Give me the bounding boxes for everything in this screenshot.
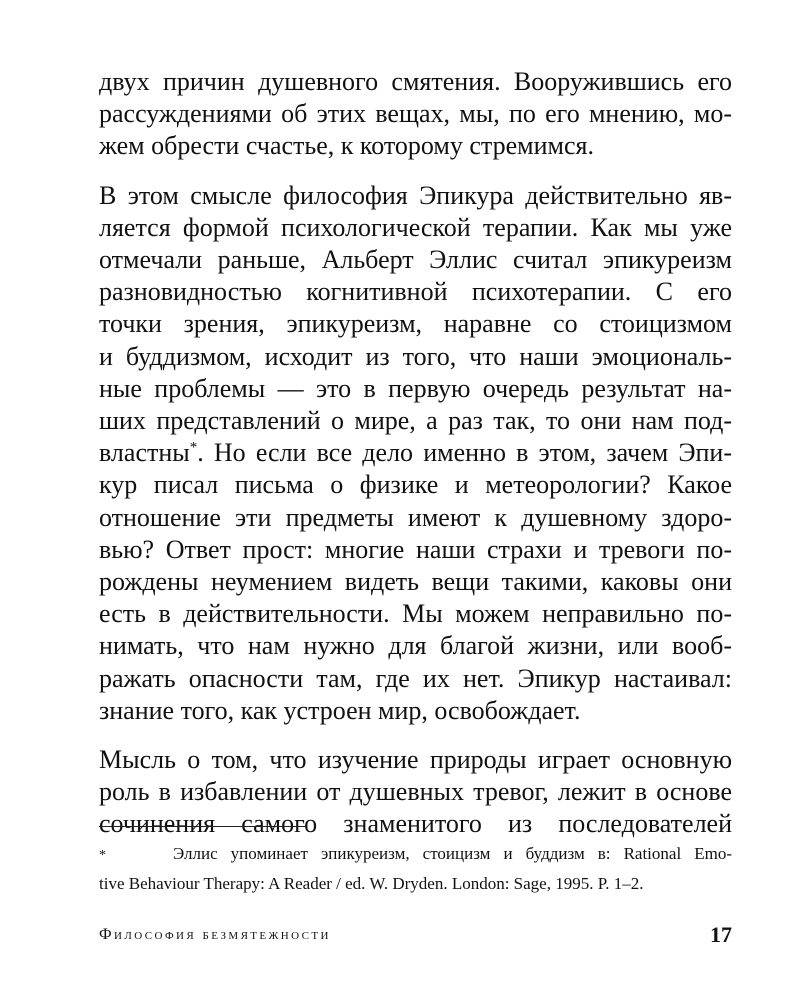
text-line: ляется формой психологической терапии. Как мы уже [99, 212, 732, 242]
text-line: ражать опасности там, где их нет. Эпикур настаивал: [99, 663, 732, 693]
text-line: сочинения самого знаменитого из последователей [99, 809, 732, 839]
footnote-text: Эллис упоминает эпикуреизм, стоицизм и буддизм в: Rational Emo- [173, 844, 732, 863]
text-line: рассуждениями об этих вещах, мы, по его мнению, мо- [99, 99, 732, 129]
text-line: В этом смысле философия Эпикура действительно яв- [99, 180, 732, 210]
main-text [99, 66, 732, 858]
footnote-reference[interactable]: * [189, 439, 198, 456]
text-line: отношение эти предметы имеют к душевному здоро- [99, 502, 732, 532]
text-line: роль в избавлении от душевных тревог, лежит в основе [99, 777, 732, 807]
text-fragment: властны [99, 438, 190, 468]
footnote-divider [99, 826, 306, 827]
text-line: есть в действительности. Мы можем неправильно по- [99, 599, 732, 629]
footnote [99, 840, 732, 898]
paragraph-2 [99, 180, 732, 727]
text-line: знание того, как устроен мир, освобождает. [99, 695, 581, 725]
footnote-line: tive Behaviour Therapy: A Reader / ed. W. Dryden. London: Sage, 1995. P. 1–2. [99, 874, 644, 893]
text-line: нимать, что нам нужно для благой жизни, или вооб- [99, 631, 732, 661]
text-line: ные проблемы — это в первую очередь результат на- [99, 373, 732, 403]
footnote-line [99, 840, 732, 870]
paragraph-1 [99, 66, 732, 163]
footnote-marker: * [99, 848, 106, 863]
text-line: и буддизмом, исходит из того, что наши эмоциональ- [99, 341, 732, 371]
running-head: Философия безмятежности [99, 926, 331, 943]
text-line-with-footnote [99, 437, 732, 469]
text-line: ших представлений о мире, а раз так, то они нам под- [99, 406, 732, 436]
text-line: Мысль о том, что изучение природы играет основную [99, 745, 732, 775]
page-footer [99, 920, 732, 950]
text-line: двух причин душевного смятения. Вооружившись его [99, 67, 732, 96]
text-line: кур писал письма о физике и метеорологии? Какое [99, 470, 732, 500]
text-line: разновидностью когнитивной психотерапии. С его [99, 277, 732, 307]
text-fragment: . Но если все дело именно в этом, зачем Эпи- [197, 438, 732, 468]
text-line: жем обрести счастье, к которому стремимся. [99, 131, 594, 161]
text-line: точки зрения, эпикуреизм, наравне со стоицизмом [99, 309, 732, 339]
text-line: вью? Ответ прост: многие наши страхи и тревоги по- [99, 534, 732, 564]
text-line: отмечали раньше, Альберт Эллис считал эпикуреизм [99, 245, 732, 275]
page-number: 17 [710, 922, 732, 947]
text-line: рождены неумением видеть вещи такими, каковы они [99, 567, 732, 597]
